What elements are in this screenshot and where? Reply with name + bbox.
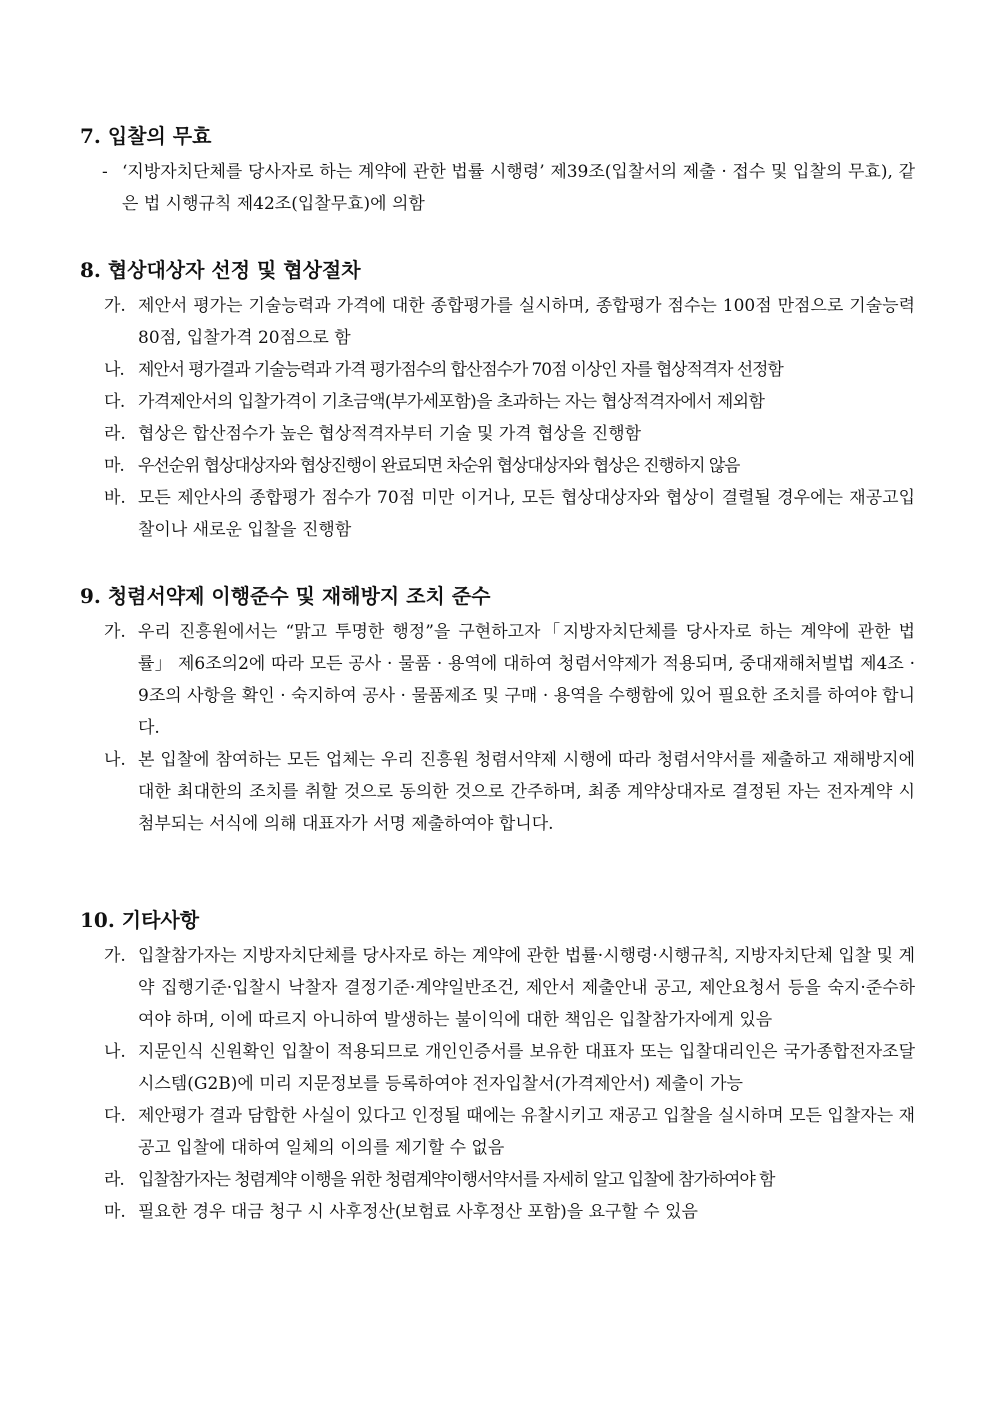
list-marker: 나. [104, 1042, 126, 1062]
list-item [80, 450, 915, 482]
list-marker: 가. [104, 622, 126, 642]
list-item-text: 지문인식 신원확인 입찰이 적용되므로 개인인증서를 보유한 대표자 또는 입찰대리인은 국가종합전자조달시스템(G2B)에 미리 지문정보를 등록하여야 전자입찰서(가격제안서) 제출이 가능 [138, 1042, 915, 1094]
list-item-text: 필요한 경우 대금 청구 시 사후정산(보험료 사후정산 포함)을 요구할 수 있음 [138, 1202, 698, 1222]
section-heading: 8. 협상대상자 선정 및 협상절차 [80, 258, 361, 282]
list-marker: 라. [104, 424, 126, 444]
list-item-text: 우리 진흥원에서는 “맑고 투명한 행정”을 구현하고자「지방자치단체를 당사자로 하는 계약에 관한 법률」 제6조의2에 따라 모든 공사 · 물품 · 용역에 대하여 청렴서약제가 적용되며, 중대재해처벌법 제4조 · 9조의 사항을 확인 · 숙지하여 공사 · 물품제조 및 구매 · 용역을 수행함에 있어 필요한 조치를 하여야 합니다. [138, 622, 915, 738]
list-item [80, 940, 915, 1036]
list-item-text: 가격제안서의 입찰가격이 기초금액(부가세포함)을 초과하는 자는 협상적격자에서 제외함 [138, 392, 765, 412]
section-7 [80, 122, 915, 220]
list-item [80, 1196, 915, 1228]
list-item [80, 744, 915, 840]
list-marker: 다. [104, 392, 125, 412]
list-item-text: 입찰참가자는 청렴계약 이행을 위한 청렴계약이행서약서를 자세히 알고 입찰에 참가하여야 함 [138, 1170, 775, 1190]
list-item-text: 협상은 합산점수가 높은 협상적격자부터 기술 및 가격 협상을 진행함 [138, 424, 642, 444]
list-marker: 나. [104, 750, 126, 770]
list-marker: - [102, 162, 108, 182]
list-marker: 나. [104, 360, 124, 380]
section-heading: 7. 입찰의 무효 [80, 124, 212, 148]
list-marker: 가. [104, 946, 126, 966]
list-item [80, 1100, 915, 1164]
list-marker: 마. [104, 1202, 126, 1222]
list-item-text: 모든 제안사의 종합평가 점수가 70점 미만 이거나, 모든 협상대상자와 협상이 결렬될 경우에는 재공고입찰이나 새로운 입찰을 진행함 [138, 488, 915, 540]
list-marker: 다. [104, 1106, 126, 1126]
list-item-text: 제안서 평가결과 기술능력과 가격 평가점수의 합산점수가 70점 이상인 자를 협상적격자 선정함 [138, 360, 783, 380]
list-item-text: ‘지방자치단체를 당사자로 하는 계약에 관한 법률 시행령’ 제39조(입찰서의 제출 · 접수 및 입찰의 무효), 같은 법 시행규칙 제42조(입찰무효)에 의함 [122, 162, 915, 214]
list-item [80, 616, 915, 744]
list-item-text: 우선순위 협상대상자와 협상진행이 완료되면 차순위 협상대상자와 협상은 진행하지 않음 [138, 456, 740, 476]
section-heading: 9. 청렴서약제 이행준수 및 재해방지 조치 준수 [80, 584, 491, 608]
list-item [80, 386, 915, 418]
list-item [80, 1036, 915, 1100]
list-marker: 라. [104, 1170, 124, 1190]
list-item-text: 입찰참가자는 지방자치단체를 당사자로 하는 계약에 관한 법률·시행령·시행규칙, 지방자치단체 입찰 및 계약 집행기준·입찰시 낙찰자 결정기준·계약일반조건, 제안서 제출안내 공고, 제안요청서 등을 숙지·준수하여야 하며, 이에 따르지 아니하여 발생하는 불이익에 대한 책임은 입찰참가자에게 있음 [138, 946, 915, 1030]
list-item [80, 418, 915, 450]
section-10 [80, 906, 915, 1228]
list-item-text: 제안평가 결과 담합한 사실이 있다고 인정될 때에는 유찰시키고 재공고 입찰을 실시하며 모든 입찰자는 재공고 입찰에 대하여 일체의 이의를 제기할 수 없음 [138, 1106, 915, 1158]
list-item [80, 1164, 915, 1196]
section-8 [80, 256, 915, 546]
list-item [80, 482, 915, 546]
list-marker: 바. [104, 488, 126, 508]
section-heading: 10. 기타사항 [80, 908, 200, 932]
list-item [80, 290, 915, 354]
list-item-text: 본 입찰에 참여하는 모든 업체는 우리 진흥원 청렴서약제 시행에 따라 청렴서약서를 제출하고 재해방지에 대한 최대한의 조치를 취할 것으로 동의한 것으로 간주하며, 최종 계약상대자로 결정된 자는 전자계약 시 첨부되는 서식에 의해 대표자가 서명 제출하여야 합니다. [138, 750, 915, 834]
section-9 [80, 582, 915, 840]
list-marker: 마. [104, 456, 124, 476]
list-item [80, 156, 915, 220]
list-item-text: 제안서 평가는 기술능력과 가격에 대한 종합평가를 실시하며, 종합평가 점수는 100점 만점으로 기술능력 80점, 입찰가격 20점으로 함 [138, 296, 915, 348]
list-marker: 가. [104, 296, 126, 316]
list-item [80, 354, 915, 386]
